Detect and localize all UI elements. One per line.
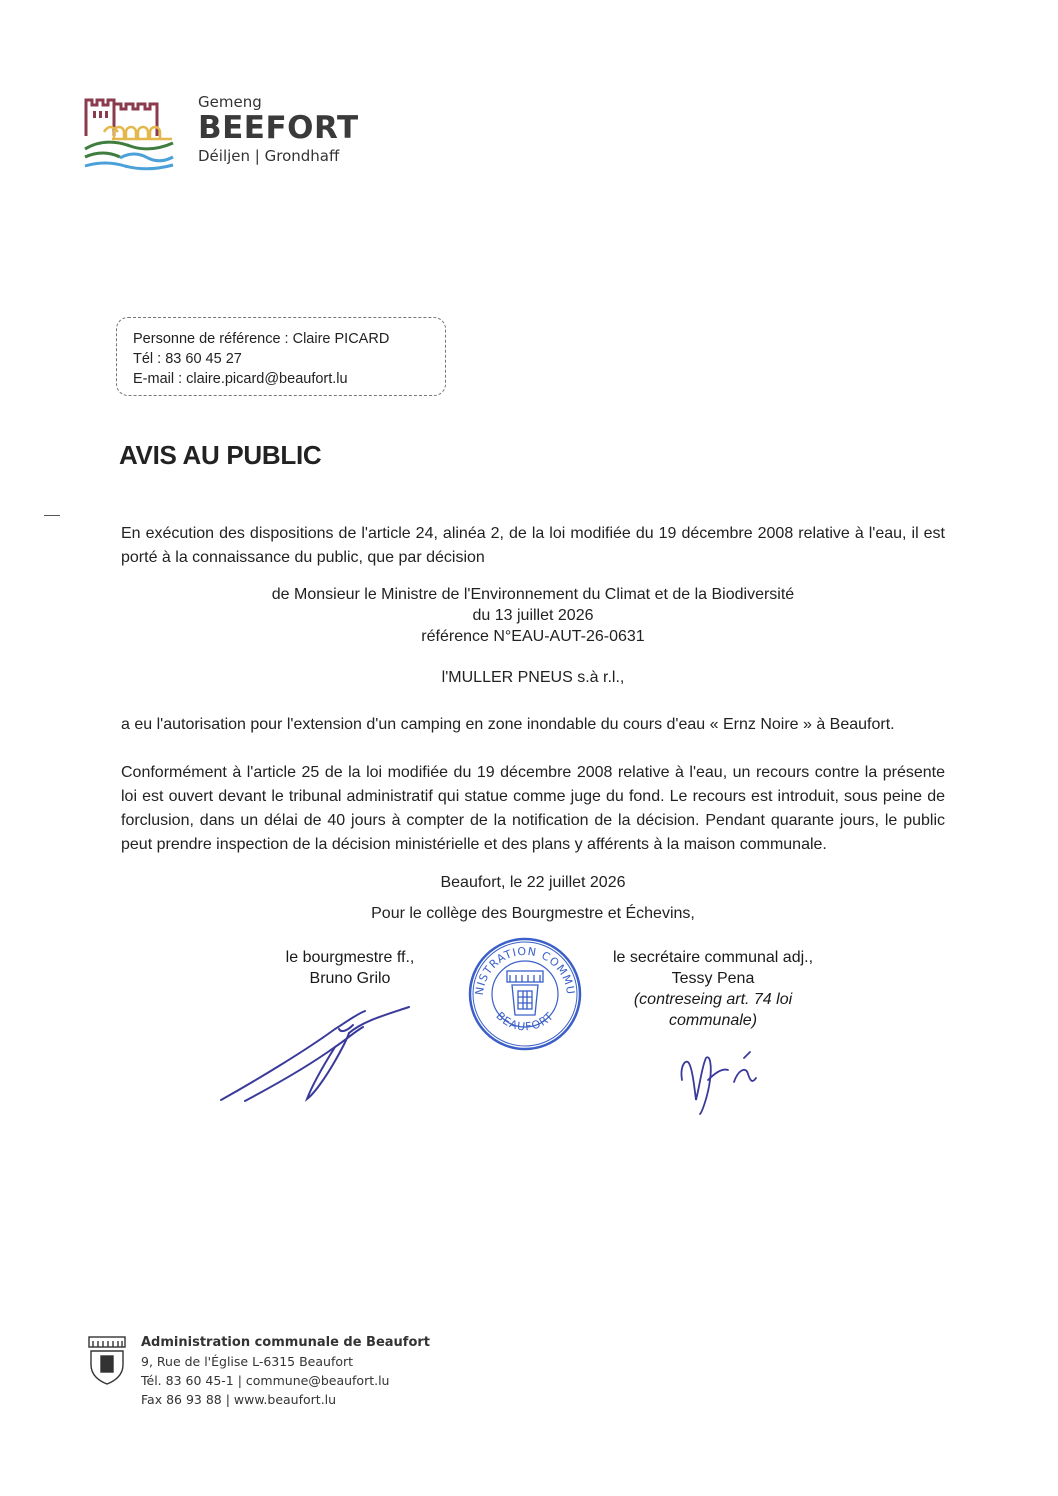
contact-email: E-mail : claire.picard@beaufort.lu bbox=[133, 371, 348, 387]
contact-phone: Tél : 83 60 45 27 bbox=[133, 351, 242, 367]
brand-line-gemeng: Gemeng bbox=[198, 93, 262, 111]
place-date: Beaufort, le 22 juillet 2026 bbox=[440, 874, 626, 891]
footer-org: Administration communale de Beaufort bbox=[141, 1335, 431, 1350]
secretary-role: le secrétaire communal adj., bbox=[612, 949, 814, 966]
decision-authority: de Monsieur le Ministre de l'Environnement du Climat et de la Biodiversité bbox=[271, 586, 795, 603]
footer-fax-web: Fax 86 93 88 | www.beaufort.lu bbox=[141, 1392, 337, 1407]
contact-box bbox=[116, 317, 446, 396]
beneficiary: l'MULLER PNEUS s.à r.l., bbox=[441, 669, 625, 686]
intro-paragraph: En exécution des dispositions de l'article 24, alinéa 2, de la loi modifiée du 19 décembre 2008 relative à l'eau, il est porté à la connaissance du public, que par décision bbox=[121, 525, 945, 566]
secretary-handwritten-signature bbox=[672, 1040, 782, 1120]
page-title: AVIS AU PUBLIC bbox=[119, 440, 322, 470]
secretary-signature-block bbox=[588, 947, 838, 1031]
beaufort-coat-of-arms-icon bbox=[86, 1334, 128, 1386]
beaufort-castle-logo-icon bbox=[84, 94, 174, 174]
fold-mark bbox=[44, 515, 60, 516]
svg-text:BEAUFORT: BEAUFORT bbox=[493, 1009, 557, 1034]
brand-localities: Déiljen | Grondhaff bbox=[198, 147, 340, 165]
recourse-paragraph: Conformément à l'article 25 de la loi modifiée du 19 décembre 2008 relative à l'eau, un recours contre la présente loi est ouvert devant le tribunal administratif qui statue comme juge du fond. Le recours est introduit, sous peine de forclusion, dans un délai de 40 jours à compter de la notification de la décision. Pendant quarante jours, le public peut prendre inspection de la décision ministérielle et des plans y afférents à la maison communale. bbox=[121, 764, 945, 853]
mayor-name: Bruno Grilo bbox=[309, 970, 391, 987]
footer-contact: Tél. 83 60 45-1 | commune@beaufort.lu bbox=[141, 1373, 390, 1388]
for-college: Pour le collège des Bourgmestre et Échevins, bbox=[371, 905, 695, 922]
footer-address-block bbox=[141, 1333, 430, 1409]
decision-date: du 13 juillet 2026 bbox=[472, 607, 594, 624]
footer-address: 9, Rue de l'Église L-6315 Beaufort bbox=[141, 1354, 354, 1369]
mayor-handwritten-signature bbox=[215, 1003, 415, 1113]
brand-name: BEEFORT bbox=[198, 110, 359, 146]
authorization-paragraph: a eu l'autorisation pour l'extension d'un camping en zone inondable du cours d'eau « Ernz Noire » à Beaufort. bbox=[121, 716, 895, 733]
mayor-role: le bourgmestre ff., bbox=[285, 949, 415, 966]
mayor-signature-block bbox=[260, 947, 440, 989]
decision-reference: référence N°EAU-AUT-26-0631 bbox=[421, 628, 645, 645]
countersign-note: (contreseing art. 74 loi communale) bbox=[633, 991, 793, 1029]
secretary-name: Tessy Pena bbox=[671, 970, 755, 987]
decision-block bbox=[121, 584, 945, 647]
official-stamp bbox=[466, 935, 584, 1053]
municipality-brand bbox=[198, 93, 359, 166]
contact-person: Personne de référence : Claire PICARD bbox=[133, 331, 390, 347]
svg-text:ADMINISTRATION COMMUNALE: NISTRATION COMMU bbox=[472, 944, 578, 997]
